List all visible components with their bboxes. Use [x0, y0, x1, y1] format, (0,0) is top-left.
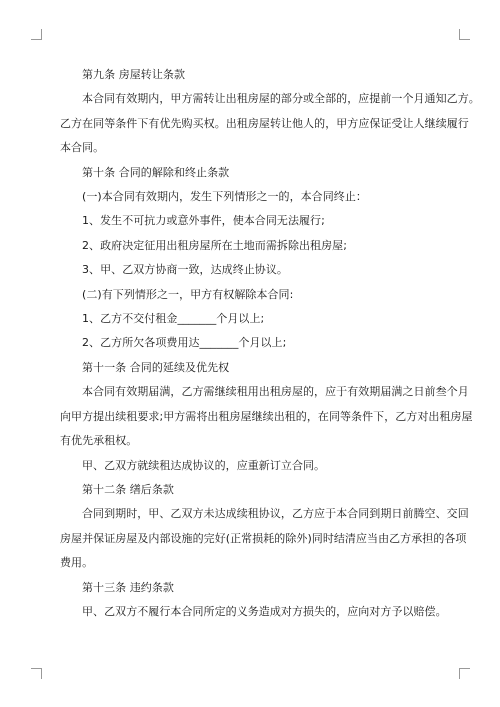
article-10-line-6: 1、乙方不交付租金_______个月以上;	[82, 312, 265, 326]
crop-mark-bottom-right	[459, 668, 470, 679]
article-12-heading: 第十二条 缮后条款	[82, 482, 174, 496]
crop-mark-top-left	[31, 29, 42, 40]
article-11-heading: 第十一条 合同的延续及优先权	[82, 360, 230, 374]
article-10-line-3: 2、政府决定征用出租房屋所在土地而需拆除出租房屋;	[82, 238, 347, 252]
crop-mark-top-right	[459, 29, 470, 40]
article-10-line-5: (二)有下列情形之一，甲方有权解除本合同:	[82, 287, 294, 301]
article-9-heading: 第九条 房屋转让条款	[82, 68, 185, 81]
article-13-line-1: 甲、乙双方不履行本合同所定的义务造成对方损失的，应向对方予以赔偿。	[82, 604, 447, 618]
article-9-line-3: 本合同。	[60, 141, 105, 155]
article-10-line-4: 3、甲、乙双方协商一致，达成终止协议。	[82, 263, 288, 277]
article-10-line-7: 2、乙方所欠各项费用达_______个月以上;	[82, 336, 287, 350]
article-13-heading: 第十三条 违约条款	[82, 580, 174, 594]
article-11-line-2: 向甲方提出续租要求;甲方需将出租房屋继续出租的，在同等条件下，乙方对出租房屋	[60, 409, 473, 423]
document-body	[60, 63, 480, 624]
article-12-line-2: 房屋并保证房屋及内部设施的完好(正常损耗的除外)同时结清应当由乙方承担的各项	[60, 531, 467, 545]
article-9-line-1: 本合同有效期内，甲方需转让出租房屋的部分或全部的，应提前一个月通知乙方。	[82, 92, 480, 106]
article-12-line-1: 合同到期时，甲、乙双方未达成续租协议，乙方应于本合同到期日前腾空、交回	[82, 507, 469, 521]
crop-mark-bottom-left	[31, 668, 42, 679]
article-10-line-1: (一)本合同有效期内，发生下列情形之一的，本合同终止：	[82, 190, 367, 204]
article-11-line-1: 本合同有效期届满，乙方需继续租用出租房屋的，应于有效期届满之日前叁个月	[82, 385, 469, 399]
article-11-line-4: 甲、乙双方就续租达成协议的，应重新订立合同。	[82, 458, 326, 472]
article-10-line-2: 1、发生不可抗力或意外事件，使本合同无法履行;	[82, 214, 325, 228]
article-11-line-3: 有优先承租权。	[60, 434, 138, 448]
article-9-line-2: 乙方在同等条件下有优先购买权。出租房屋转让他人的，甲方应保证受让人继续履行	[60, 116, 469, 130]
article-10-heading: 第十条 合同的解除和终止条款	[82, 165, 230, 179]
article-12-line-3: 费用。	[60, 556, 94, 570]
